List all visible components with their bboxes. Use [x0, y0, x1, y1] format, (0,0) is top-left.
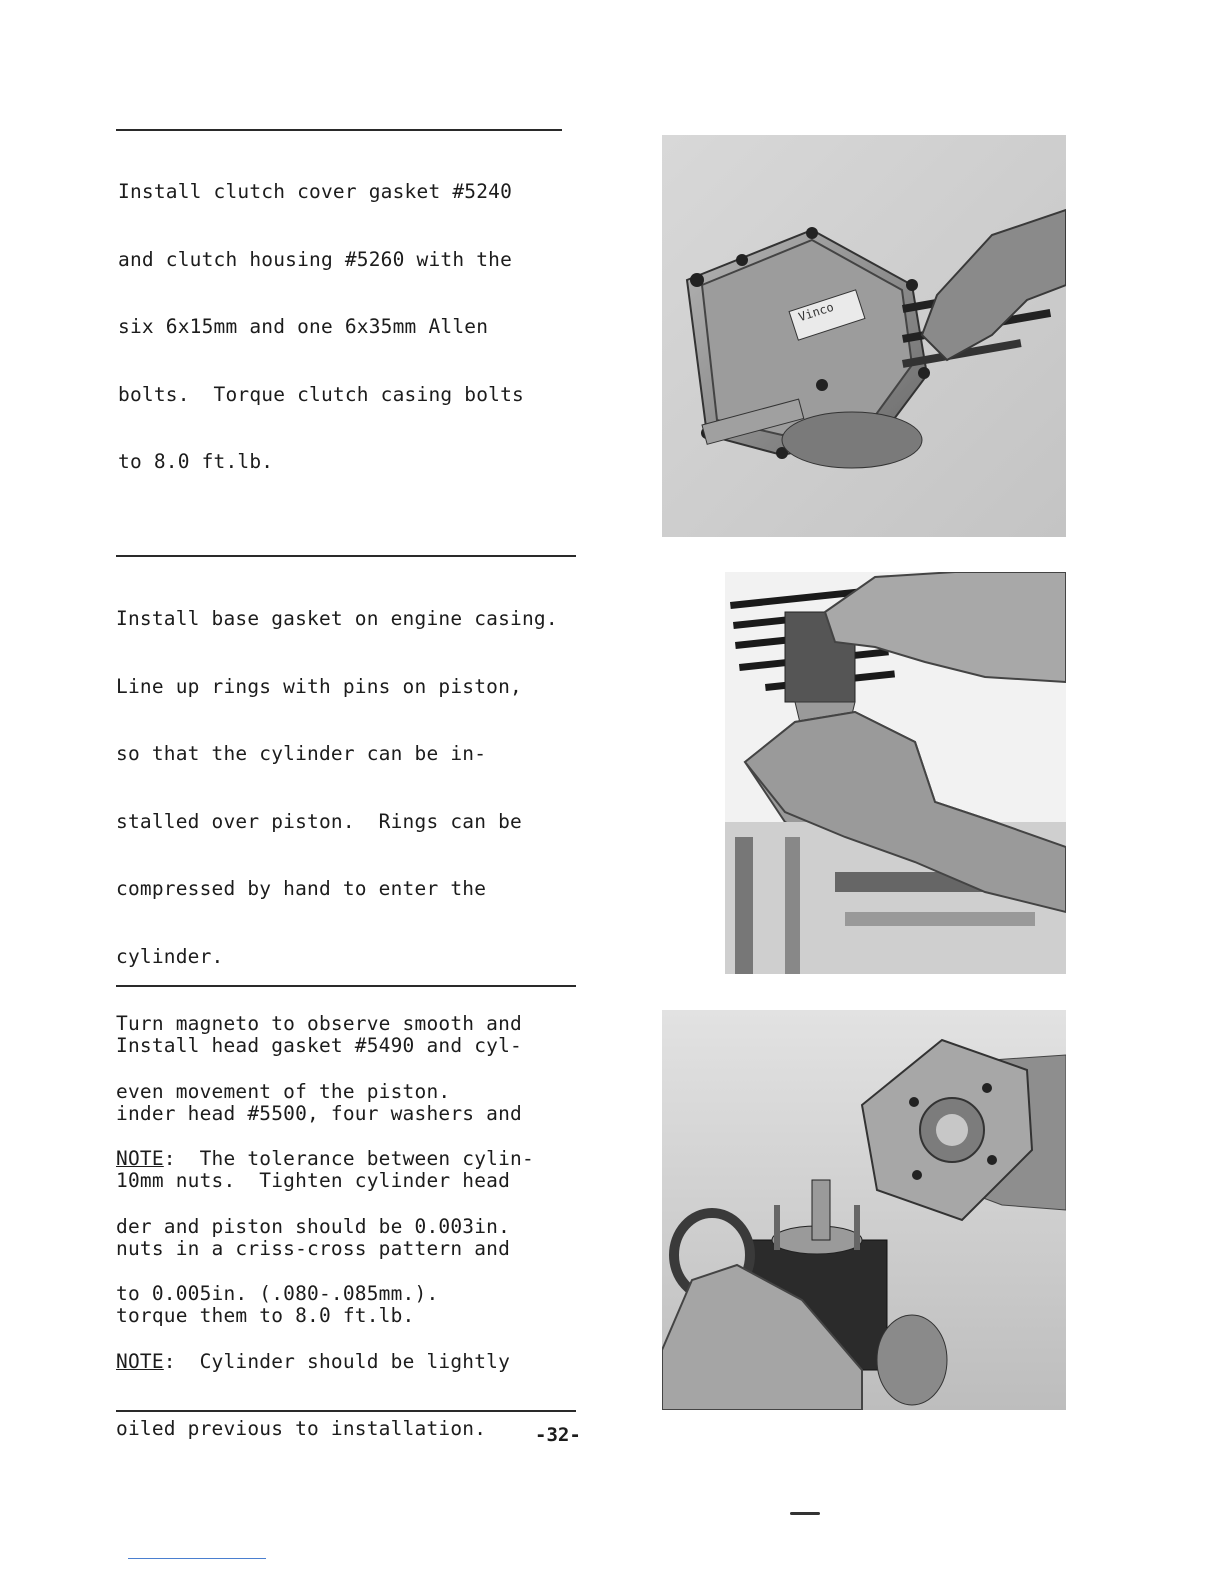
footer-divider	[116, 1410, 576, 1412]
footer-link-underline	[128, 1558, 266, 1559]
text-line: six 6x15mm and one 6x35mm Allen	[118, 315, 489, 338]
photo-cylinder-installation	[725, 572, 1066, 974]
note-label: NOTE	[116, 1147, 164, 1170]
clutch-cover-photo-illustration	[662, 135, 1066, 537]
text-line: even movement of the piston.	[116, 1079, 451, 1103]
text-line: and clutch housing #5260 with the	[118, 247, 513, 271]
text-line: Install clutch cover gasket #5240	[118, 180, 513, 203]
photo-logo-text: Vinco	[796, 299, 836, 325]
scan-mark	[790, 1512, 820, 1515]
note-text: : The tolerance between cylin-	[163, 1147, 534, 1170]
text-line: Turn magneto to observe smooth and	[116, 1012, 522, 1035]
note-label: NOTE	[116, 1349, 164, 1373]
text-line: torque them to 8.0 ft.lb.	[116, 1304, 415, 1327]
text-line: to 8.0 ft.lb.	[118, 450, 274, 473]
cylinder-photo-illustration	[725, 572, 1066, 974]
text-line: to 0.005in. (.080-.085mm.).	[116, 1282, 439, 1305]
section-divider	[116, 555, 576, 557]
photo-cylinder-head-installation	[662, 1010, 1066, 1410]
instruction-text-clutch-cover	[118, 136, 524, 496]
text-line: compressed by hand to enter the	[116, 877, 487, 900]
section-divider	[116, 985, 576, 987]
page-number: -32-	[535, 1424, 581, 1446]
text-line: nuts in a criss-cross pattern and	[116, 1236, 511, 1260]
text-line: bolts. Torque clutch casing bolts	[118, 382, 524, 406]
text-line: oiled previous to installation.	[116, 1417, 487, 1440]
cylinder-head-photo-illustration	[662, 1010, 1066, 1410]
text-line: so that the cylinder can be in-	[116, 742, 487, 765]
text-line: der and piston should be 0.003in.	[116, 1214, 511, 1238]
text-line: Install head gasket #5490 and cyl-	[116, 1034, 522, 1057]
text-line: 10mm nuts. Tighten cylinder head	[116, 1169, 511, 1192]
note-text: : Cylinder should be lightly	[163, 1349, 511, 1373]
photo-clutch-cover-installation	[662, 135, 1066, 537]
text-line: cylinder.	[116, 944, 224, 968]
section-divider	[116, 129, 562, 131]
instruction-text-cylinder-head	[116, 990, 522, 1350]
text-line: stalled over piston. Rings can be	[116, 809, 522, 833]
note-line	[116, 1351, 558, 1374]
text-line: Line up rings with pins on piston,	[116, 674, 522, 698]
text-line: Install base gasket on engine casing.	[116, 607, 558, 630]
text-line: inder head #5500, four washers and	[116, 1101, 522, 1125]
